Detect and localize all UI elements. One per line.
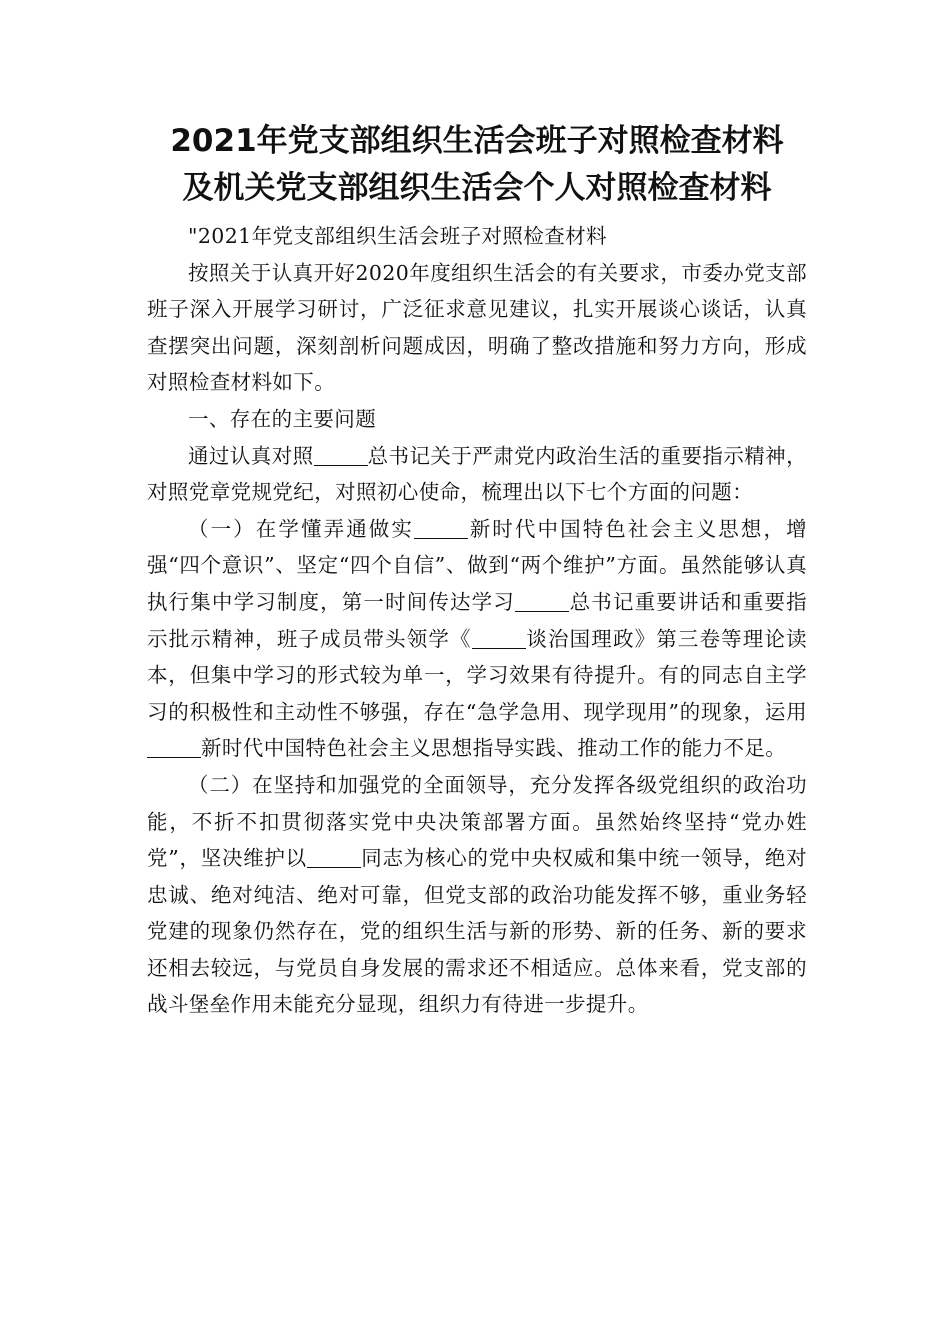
document-page [147,118,807,1023]
section-heading-problems: 一、存在的主要问题 [188,406,377,431]
paragraph-overview-part-2: 总书记关于严肃党内政治生活的重要指示精神，对照党章党规党纪，对照初心使命，梳理出以下七个方面的问题： [147,443,807,505]
document-title [147,118,807,212]
paragraph-item-2 [147,767,807,1023]
paragraph-subtitle: "2021年党支部组织生活会班子对照检查材料 [188,224,607,248]
paragraph-overview-part-1: 通过认真对照 [188,443,314,468]
blank-underline [147,737,201,759]
blank-underline [307,847,361,869]
paragraph-item-1-part-1: （一）在学懂弄通做实 [188,516,414,541]
paragraph-intro: 按照关于认真开好2020年度组织生活会的有关要求，市委办党支部班子深入开展学习研讨，广泛征求意见建议，扎实开展谈心谈话，认真查摆突出问题，深刻剖析问题成因，明确了整改措施和努力方向，形成对照检查材料如下。 [147,260,807,395]
paragraph-overview [147,438,807,511]
blank-underline [414,517,468,539]
blank-underline [314,444,368,466]
blank-underline [515,590,569,612]
paragraph-item-2-part-1: （二）在坚持和加强党的全面领导，充分发挥各级党组织的政治功能，不折不扣贯彻落实党中央决策部署方面。虽然始终坚持“党办姓党”，坚决维护以 [147,772,807,871]
paragraph-item-1-part-2: 新时代中国特色社会主义思想，增强“四个意识”、坚定“四个自信”、做到“两个维护”方面。虽然能够认真执行集中学习制度，第一时间传达学习 [147,516,807,614]
paragraph-item-1-part-3: 总书记重要讲话和重要指示批示精神，班子成员带头领学《 [147,589,807,651]
title-line-2: 及机关党支部组织生活会个人对照检查材料 [182,170,772,206]
paragraph-item-1 [147,511,807,767]
title-line-1: 2021年党支部组织生活会班子对照检查材料 [170,123,784,159]
paragraph-item-2-part-2: 同志为核心的党中央权威和集中统一领导，绝对忠诚、绝对纯洁、绝对可靠，但党支部的政治功能发挥不够，重业务轻党建的现象仍然存在，党的组织生活与新的形势、新的任务、新的要求还相去较远，与党员自身发展的需求还不相适应。总体来看，党支部的战斗堡垒作用未能充分显现，组织力有待进一步提升。 [147,846,807,1017]
paragraph-item-1-part-4: 谈治国理政》第三卷等理论读本，但集中学习的形式较为单一，学习效果有待提升。有的同志自主学习的积极性和主动性不够强，存在“急学急用、现学现用”的现象，运用 [147,626,807,724]
paragraph-item-1-part-5: 新时代中国特色社会主义思想指导实践、推动工作的能力不足。 [201,736,787,761]
blank-underline [472,627,526,649]
